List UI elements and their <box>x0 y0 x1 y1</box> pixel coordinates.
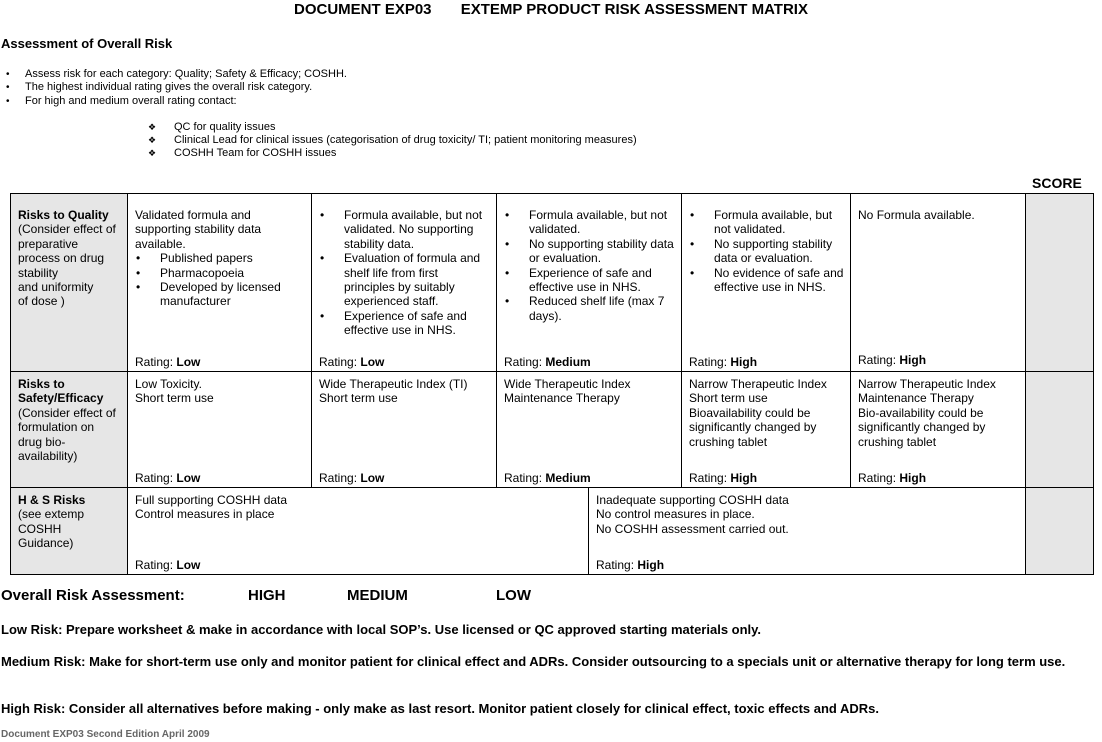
rating: Rating: Low <box>319 354 385 369</box>
category-cell <box>11 372 128 488</box>
list-item: • Assess risk for each category: Quality; Safety & Efficacy; COSHH. <box>6 68 347 81</box>
category-description: (Consider effect of preparative process on drug stability and uniformity of dose ) <box>18 222 116 309</box>
safety-row <box>11 372 1094 488</box>
rating: Rating: Medium <box>504 354 591 369</box>
instruction-list <box>6 68 347 108</box>
rating: Rating: High <box>858 470 927 485</box>
list-item: • For high and medium overall rating contact: <box>6 95 347 108</box>
risk-cell: Low Toxicity. Short term use Rating: Low <box>128 372 312 488</box>
overall-label: Overall Risk Assessment: <box>1 587 185 604</box>
quality-row <box>11 194 1094 372</box>
criteria-list: • Formula available, but not validated. • No supporting stability data or evaluation. • No evidence of safe and effective use in NHS. <box>689 208 844 294</box>
risk-cell <box>312 194 497 372</box>
category-cell <box>11 194 128 372</box>
document-title <box>0 1 1102 18</box>
rating: Rating: High <box>596 557 665 572</box>
score-cell[interactable] <box>1026 372 1094 488</box>
rating: Rating: High <box>689 354 758 369</box>
risk-cell: Narrow Therapeutic Index Maintenance Therapy Bio-availability could be significantly changed by crushing tablet Rating: High <box>851 372 1026 488</box>
risk-cell <box>497 194 682 372</box>
section-heading: Assessment of Overall Risk <box>1 36 173 51</box>
rating: Rating: Low <box>135 557 201 572</box>
criteria-list: • Formula available, but not validated. • No supporting stability data or evaluation. • Experience of safe and effective use in NHS. • Reduced shelf life (max 7 days). <box>504 208 675 323</box>
rating: Rating: Low <box>319 470 385 485</box>
category-title: Risks to Safety/Efficacy <box>18 377 104 406</box>
rating: Rating: Low <box>135 470 201 485</box>
overall-option-medium[interactable]: MEDIUM <box>347 587 408 604</box>
low-risk-guidance: Low Risk: Prepare worksheet & make in accordance with local SOP’s. Use licensed or QC approved starting materials only. <box>1 622 762 637</box>
category-description: (see extemp COSHH Guidance) <box>18 507 85 551</box>
risk-matrix <box>10 193 1094 575</box>
overall-option-high[interactable]: HIGH <box>248 587 286 604</box>
list-item: • The highest individual rating gives the overall risk category. <box>6 81 347 94</box>
list-item: ❖ COSHH Team for COSHH issues <box>148 147 637 160</box>
category-title: H & S Risks <box>18 493 86 507</box>
category-title: Risks to Quality <box>18 208 109 222</box>
risk-cell: Validated formula and supporting stability data available. • Published papers • Pharmacopoeia • Developed by licensed manufacturer Rating: Low <box>128 194 312 372</box>
risk-cell <box>682 194 851 372</box>
score-cell[interactable] <box>1026 488 1094 575</box>
category-description: (Consider effect of formulation on drug bio- availability) <box>18 405 116 464</box>
high-risk-guidance: High Risk: Consider all alternatives before making - only make as last resort. Monitor patient closely for clinical effect, toxic effects and ADRs. <box>1 701 879 716</box>
document-code: DOCUMENT EXP03 <box>294 1 432 18</box>
medium-risk-guidance: Medium Risk: Make for short-term use only and monitor patient for clinical effect and ADRs. Consider outsourcing to a specials unit or alternative therapy for long term use. <box>1 654 1066 669</box>
rating: Rating: High <box>858 352 927 367</box>
score-cell[interactable] <box>1026 194 1094 372</box>
criteria-list: • Formula available, but not validated. No supporting stability data. • Evaluation of formula and shelf life from first principles by suitably experienced staff. • Experience of safe and effective use in NHS. <box>319 208 490 338</box>
risk-cell: Full supporting COSHH data Control measures in place Rating: Low <box>128 488 589 575</box>
rating: Rating: High <box>689 470 758 485</box>
category-cell <box>11 488 128 575</box>
document-footer: Document EXP03 Second Edition April 2009 <box>1 729 210 740</box>
criteria-list: • Published papers • Pharmacopoeia • Developed by licensed manufacturer <box>135 251 305 309</box>
rating: Rating: Low <box>135 354 201 369</box>
risk-cell: No Formula available. Rating: High <box>851 194 1026 372</box>
rating: Rating: Medium <box>504 470 591 485</box>
score-label: SCORE <box>1032 175 1082 191</box>
list-item: ❖ QC for quality issues <box>148 121 637 134</box>
risk-cell: Wide Therapeutic Index (TI) Short term use Rating: Low <box>312 372 497 488</box>
risk-cell: Wide Therapeutic Index Maintenance Therapy Rating: Medium <box>497 372 682 488</box>
overall-option-low[interactable]: LOW <box>496 587 531 604</box>
list-item: ❖ Clinical Lead for clinical issues (categorisation of drug toxicity/ TI; patient monitoring measures) <box>148 134 637 147</box>
hs-row <box>11 488 1094 575</box>
risk-cell: Narrow Therapeutic Index Short term use Bioavailability could be significantly changed by crushing tablet Rating: High <box>682 372 851 488</box>
document-title-text: EXTEMP PRODUCT RISK ASSESSMENT MATRIX <box>460 1 808 18</box>
risk-cell: Inadequate supporting COSHH data No control measures in place. No COSHH assessment carried out. Rating: High <box>589 488 1026 575</box>
contact-list <box>148 121 637 159</box>
